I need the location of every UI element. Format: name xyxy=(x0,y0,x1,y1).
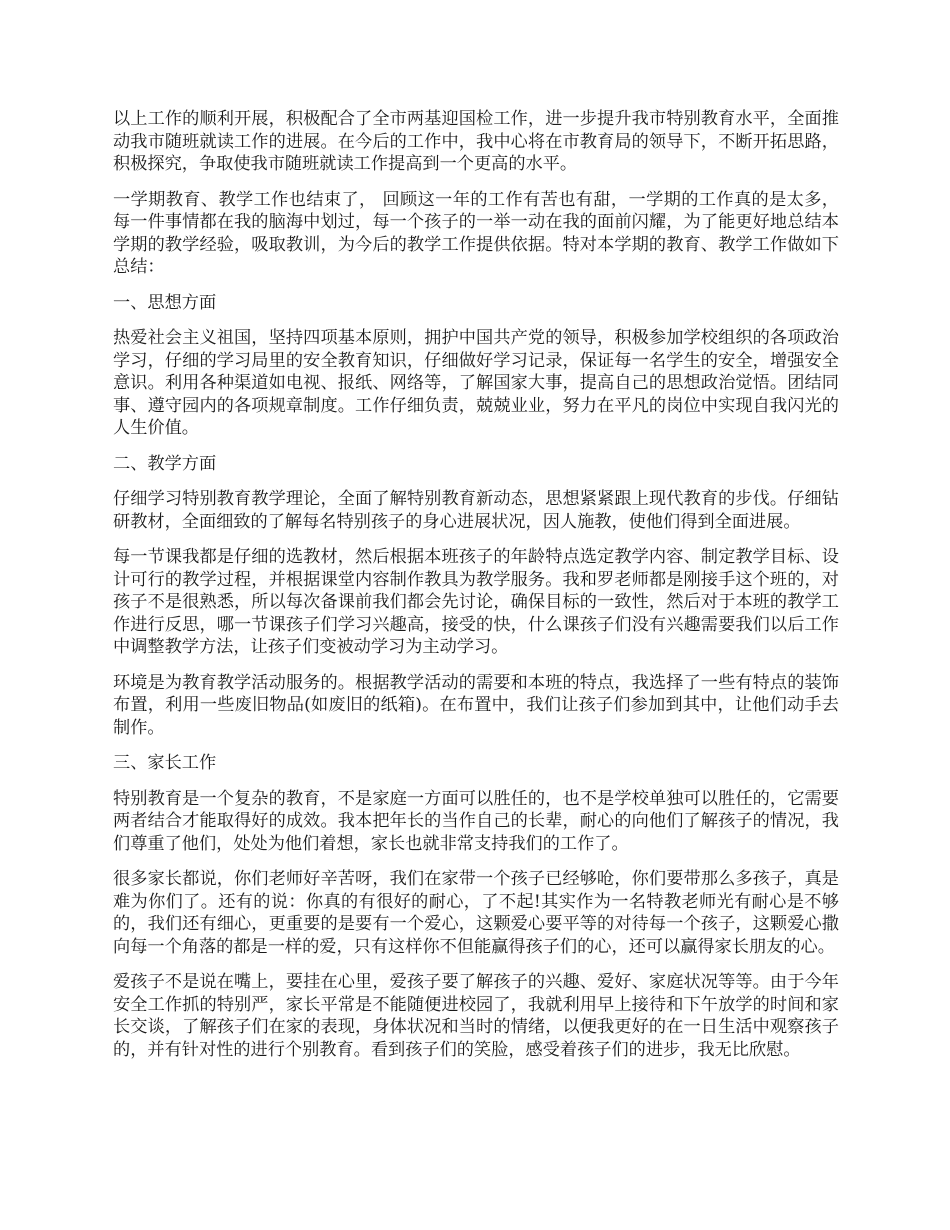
section-heading: 一、思想方面 xyxy=(113,292,217,313)
paragraph: 以上工作的顺利开展，积极配合了全市两基迎国检工作，进一步提升我市特别教育水平，全面推动我市随班就读工作的进展。在今后的工作中，我中心将在市教育局的领导下，不断开拓思路，积极探究，争取使我市随班就读工作提高到一个更高的水平。 xyxy=(113,109,839,174)
paragraph: 热爱社会主义祖国，坚持四项基本原则，拥护中国共产党的领导，积极参加学校组织的各项政治学习，仔细的学习局里的安全教育知识，仔细做好学习记录，保证每一名学生的安全，增强安全意识。利用各种渠道如电视、报纸、网络等，了解国家大事，提高自己的思想政治觉悟。团结同事、遵守园内的各项规章制度。工作仔细负责，兢兢业业，努力在平凡的岗位中实现自我闪光的人生价值。 xyxy=(113,328,839,438)
paragraph: 爱孩子不是说在嘴上，要挂在心里，爱孩子要了解孩子的兴趣、爱好、家庭状况等等。由于今年安全工作抓的特别严，家长平常是不能随便进校园了，我就利用早上接待和下午放学的时间和家长交谈，了解孩子们在家的表现，身体状况和当时的情绪，以便我更好的在一日生活中观察孩子的，并有针对性的进行个别教育。看到孩子们的笑脸，感受着孩子们的进步，我无比欣慰。 xyxy=(113,972,839,1060)
document-page xyxy=(113,108,839,1074)
paragraph: 很多家长都说，你们老师好辛苦呀，我们在家带一个孩子已经够呛，你们要带那么多孩子，真是难为你们了。还有的说：你真的有很好的耐心，了不起!其实作为一名特教老师光有耐心是不够的，我们还有细心，更重要的是要有一个爱心，这颗爱心要平等的对待每一个孩子，这颗爱心撒向每一个角落的都是一样的爱，只有这样你不但能赢得孩子们的心，还可以赢得家长朋友的心。 xyxy=(113,869,839,957)
paragraph: 仔细学习特别教育教学理论，全面了解特别教育新动态，思想紧紧跟上现代教育的步伐。仔细钻研教材，全面细致的了解每名特别孩子的身心进展状况，因人施教，使他们得到全面进展。 xyxy=(113,489,839,532)
paragraph: 每一节课我都是仔细的选教材，然后根据本班孩子的年龄特点选定教学内容、制定教学目标、设计可行的教学过程，并根据课堂内容制作教具为教学服务。我和罗老师都是刚接手这个班的，对孩子不是很熟悉，所以每次备课前我们都会先讨论，确保目标的一致性，然后对于本班的教学工作进行反思，哪一节课孩子们学习兴趣高，接受的快，什么课孩子们没有兴趣需要我们以后工作中调整教学方法，让孩子们变被动学习为主动学习。 xyxy=(113,547,839,657)
paragraph: 环境是为教育教学活动服务的。根据教学活动的需要和本班的特点，我选择了一些有特点的装饰布置，利用一些废旧物品(如废旧的纸箱)。在布置中，我们让孩子们参加到其中，让他们动手去制作。 xyxy=(113,672,839,738)
paragraph: 一学期教育、教学工作也结束了， 回顾这一年的工作有苦也有甜，一学期的工作真的是太多，每一件事情都在我的脑海中划过，每一个孩子的一举一动在我的面前闪耀，为了能更好地总结本学期的教学经验，吸取教训，为今后的教学工作提供依据。特对本学期的教育、教学工作做如下总结： xyxy=(113,189,839,277)
section-heading: 三、家长工作 xyxy=(113,753,217,773)
paragraph: 特别教育是一个复杂的教育，不是家庭一方面可以胜任的，也不是学校单独可以胜任的，它需要两者结合才能取得好的成效。我本把年长的当作自己的长辈，耐心的向他们了解孩子的情况，我们尊重了他们，处处为他们着想，家长也就非常支持我们的工作了。 xyxy=(113,788,839,854)
section-heading: 二、教学方面 xyxy=(113,453,217,474)
